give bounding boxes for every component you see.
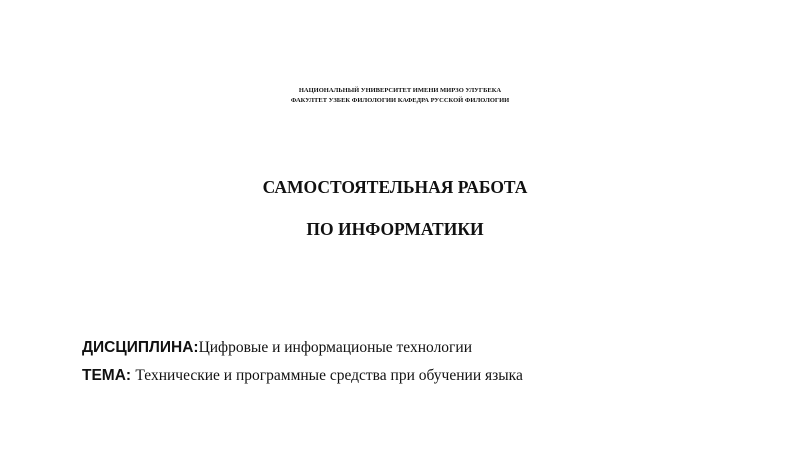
discipline-line: [82, 339, 472, 357]
faculty-department: ФАКУЛТЕТ УЗБЕК ФИЛОЛОГИИ КАФЕДРА РУССКОЙ ФИЛОЛОГИИ: [290, 97, 510, 104]
document-subtitle: ПО ИНФОРМАТИКИ: [306, 219, 484, 239]
topic-line: [82, 367, 523, 385]
topic-separator: :: [125, 367, 136, 384]
discipline-separator: :: [193, 339, 199, 356]
discipline-value: Цифровые и информационые технологии: [198, 339, 473, 356]
discipline-label: ДИСЦИПЛИНА: [82, 339, 194, 356]
university-name: НАЦИОНАЛЬНЫЙ УНИВЕРСИТЕТ ИМЕНИ МИРЗО УЛУГБЕКА: [298, 87, 502, 94]
topic-label: ТЕМА: [82, 367, 126, 384]
document-title: САМОСТОЯТЕЛЬНАЯ РАБОТА: [262, 177, 528, 197]
topic-value: Технические и программные средства при обучении языка: [135, 367, 523, 384]
university-header: [0, 86, 800, 106]
